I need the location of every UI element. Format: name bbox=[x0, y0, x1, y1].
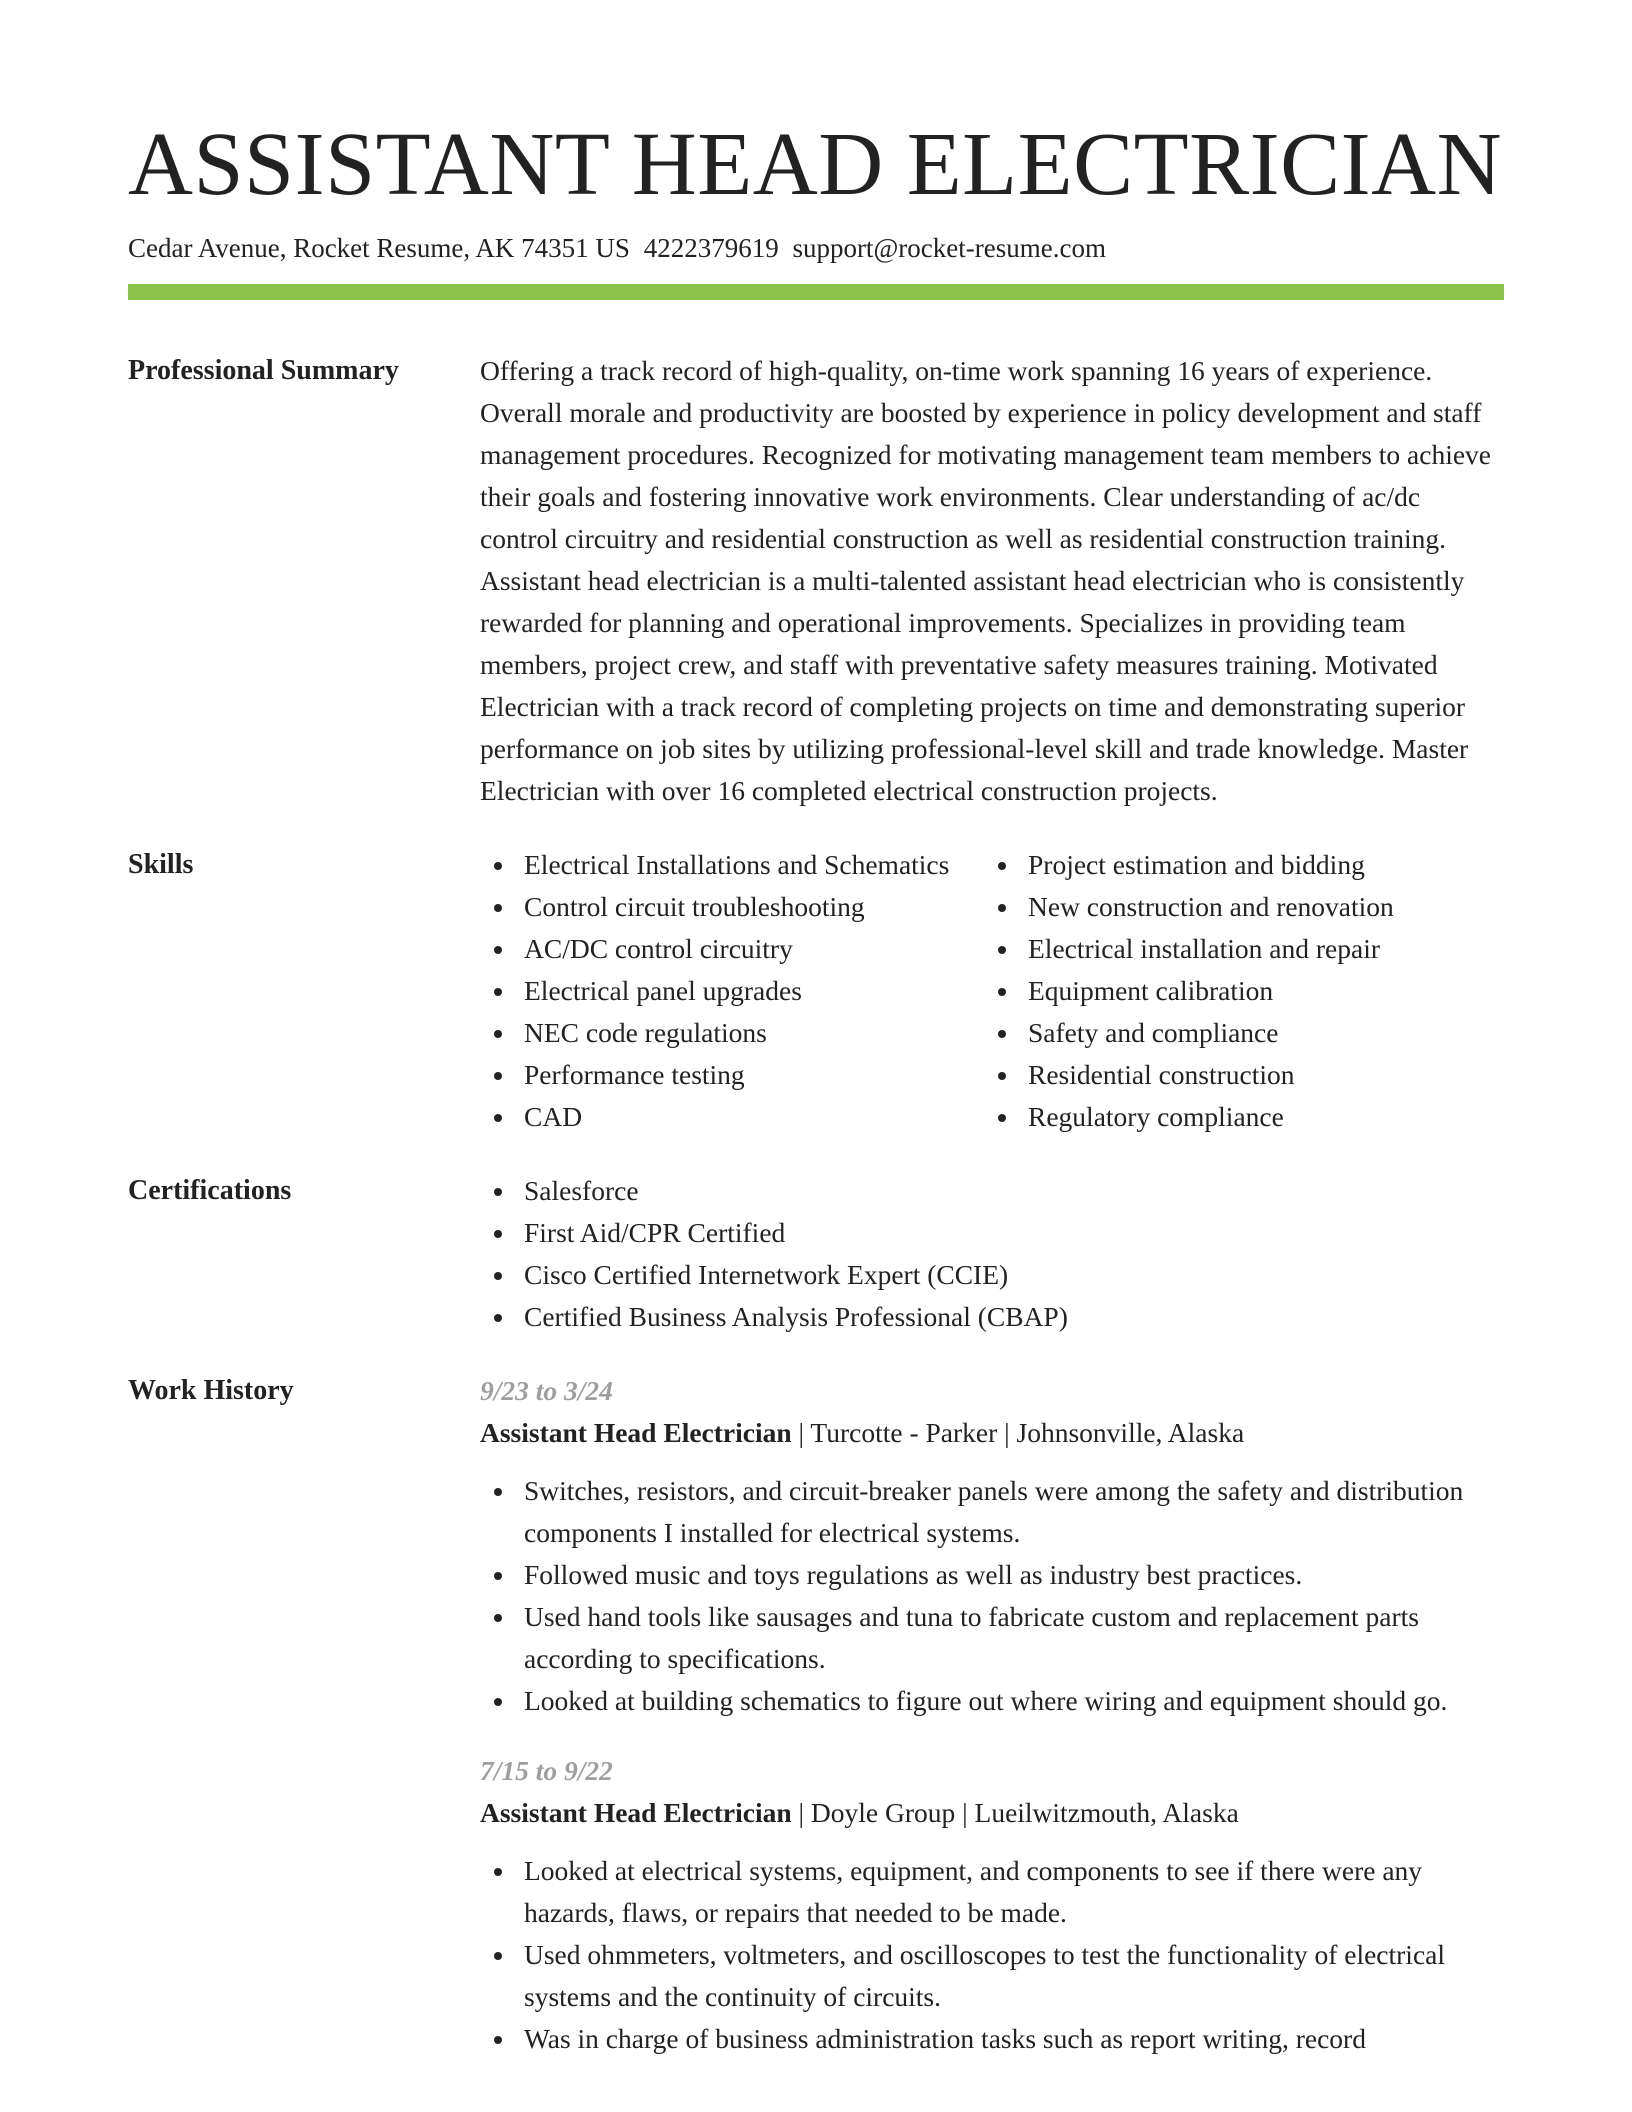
job-title: Assistant Head Electrician bbox=[480, 1797, 792, 1829]
skill-item: Project estimation and bidding bbox=[984, 844, 1504, 886]
work-history-body bbox=[480, 1370, 1504, 2060]
section-professional-summary bbox=[128, 350, 1504, 812]
skill-item: New construction and renovation bbox=[984, 886, 1504, 928]
job-bullet: Looked at building schematics to figure out where wiring and equipment should go. bbox=[480, 1680, 1504, 1722]
contact-address: Cedar Avenue, Rocket Resume, AK 74351 US bbox=[128, 233, 630, 263]
skill-item: Performance testing bbox=[480, 1054, 984, 1096]
certification-item: Salesforce bbox=[480, 1170, 1504, 1212]
section-label-certifications: Certifications bbox=[128, 1175, 292, 1207]
job-title-line bbox=[480, 1792, 1504, 1834]
contact-line bbox=[128, 232, 1504, 264]
summary-text: Offering a track record of high-quality, on-time work spanning 16 years of experience. Overall morale and productivity are boosted by experience in policy development and staff management procedures. Recognized for motivating management team members to achieve their goals and fostering innovative work environments. Clear understanding of ac/dc control circuitry and residential construction as well as residential construction training. Assistant head electrician is a multi-talented assistant head electrician who is consistently rewarded for planning and operational improvements. Specializes in providing team members, project crew, and staff with preventative safety measures training. Motivated Electrician with a track record of completing projects on time and demonstrating superior performance on job sites by utilizing professional-level skill and trade knowledge. Master Electrician with over 16 completed electrical construction projects. bbox=[480, 355, 1492, 807]
job-bullet: Followed music and toys regulations as well as industry best practices. bbox=[480, 1554, 1504, 1596]
job-dates: 9/23 to 3/24 bbox=[480, 1375, 613, 1407]
certifications-body bbox=[480, 1170, 1504, 1338]
skill-item: Regulatory compliance bbox=[984, 1096, 1504, 1138]
job-bullets bbox=[480, 1470, 1504, 1722]
skill-item: Electrical installation and repair bbox=[984, 928, 1504, 970]
resume-name-heading: ASSISTANT HEAD ELECTRICIAN bbox=[128, 115, 1503, 214]
certification-item: Certified Business Analysis Professional (CBAP) bbox=[480, 1296, 1504, 1338]
job-bullet: Used ohmmeters, voltmeters, and oscilloscopes to test the functionality of electrical systems and the continuity of circuits. bbox=[480, 1934, 1504, 2018]
skill-item: Electrical panel upgrades bbox=[480, 970, 984, 1012]
job-details: | Turcotte - Parker | Johnsonville, Alaska bbox=[791, 1417, 1245, 1449]
job-title-line bbox=[480, 1412, 1504, 1454]
job-details: | Doyle Group | Lueilwitzmouth, Alaska bbox=[791, 1797, 1239, 1829]
skill-item: Equipment calibration bbox=[984, 970, 1504, 1012]
job-bullet: Switches, resistors, and circuit-breaker panels were among the safety and distribution components I installed for electrical systems. bbox=[480, 1470, 1504, 1554]
skills-left-column bbox=[480, 844, 984, 1138]
section-certifications bbox=[128, 1170, 1504, 1338]
job-bullet: Was in charge of business administration tasks such as report writing, record bbox=[480, 2018, 1504, 2060]
job-entry bbox=[480, 1370, 1504, 1722]
header-divider bbox=[128, 284, 1504, 300]
certifications-list bbox=[480, 1170, 1504, 1338]
skill-item: Safety and compliance bbox=[984, 1012, 1504, 1054]
certification-item: First Aid/CPR Certified bbox=[480, 1212, 1504, 1254]
job-entry bbox=[480, 1750, 1504, 2060]
skill-item: Electrical Installations and Schematics bbox=[480, 844, 984, 886]
skills-right-column bbox=[984, 844, 1504, 1138]
job-bullet: Used hand tools like sausages and tuna to fabricate custom and replacement parts according to specifications. bbox=[480, 1596, 1504, 1680]
contact-email: support@rocket-resume.com bbox=[792, 233, 1106, 263]
job-bullets bbox=[480, 1850, 1504, 2060]
skill-item: CAD bbox=[480, 1096, 984, 1138]
skill-item: Control circuit troubleshooting bbox=[480, 886, 984, 928]
job-dates: 7/15 to 9/22 bbox=[480, 1755, 613, 1787]
section-skills bbox=[128, 844, 1504, 1138]
skill-item: NEC code regulations bbox=[480, 1012, 984, 1054]
certification-item: Cisco Certified Internetwork Expert (CCIE) bbox=[480, 1254, 1504, 1296]
skill-item: AC/DC control circuitry bbox=[480, 928, 984, 970]
section-label-work-history: Work History bbox=[128, 1375, 294, 1407]
section-label-summary: Professional Summary bbox=[128, 355, 399, 387]
skills-body bbox=[480, 844, 1504, 1138]
contact-phone: 4222379619 bbox=[643, 233, 779, 263]
skills-grid bbox=[480, 844, 1504, 1138]
skill-item: Residential construction bbox=[984, 1054, 1504, 1096]
job-title: Assistant Head Electrician bbox=[480, 1417, 792, 1449]
job-bullet: Looked at electrical systems, equipment, and components to see if there were any hazards, flaws, or repairs that needed to be made. bbox=[480, 1850, 1504, 1934]
section-label-skills: Skills bbox=[128, 849, 194, 881]
section-work-history bbox=[128, 1370, 1504, 2060]
